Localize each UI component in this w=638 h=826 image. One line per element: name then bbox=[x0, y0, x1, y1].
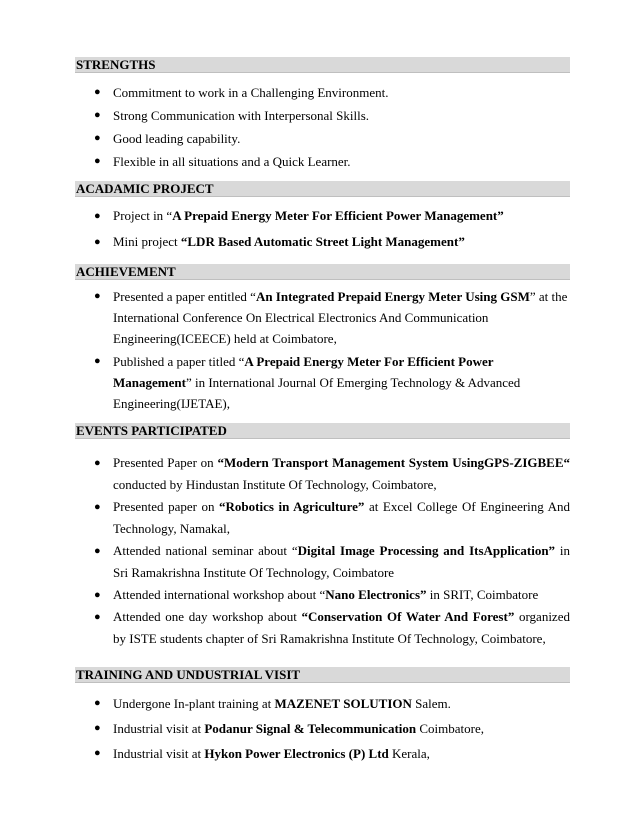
list-item: ● Flexible in all situations and a Quick Learner. bbox=[75, 150, 570, 173]
bullet-icon: ● bbox=[94, 86, 101, 98]
achievement-section bbox=[75, 264, 570, 414]
strengths-section bbox=[75, 57, 570, 173]
section-heading: ACHIEVEMENT bbox=[75, 264, 570, 280]
section-heading: STRENGTHS bbox=[75, 57, 570, 73]
project-section bbox=[75, 181, 570, 255]
section-heading: EVENTS PARTICIPATED bbox=[75, 423, 570, 439]
bullet-icon: ● bbox=[94, 747, 101, 759]
list-item: ● Project in “A Prepaid Energy Meter For Efficient Power Management” bbox=[75, 203, 570, 229]
section-heading: ACADAMIC PROJECT bbox=[75, 181, 570, 197]
bullet-icon: ● bbox=[94, 109, 101, 121]
list-item: ● Presented Paper on “Modern Transport Management System UsingGPS-ZIGBEE“ conducted by Hindustan Institute Of Technology, Coimbatore, bbox=[75, 452, 570, 496]
list-item: ● Attended national seminar about “Digital Image Processing and ItsApplication” in Sri Ramakrishna Institute Of Technology, Coimbatore bbox=[75, 540, 570, 584]
events-section bbox=[75, 423, 570, 650]
list-item: ● Undergone In-plant training at MAZENET SOLUTION Salem. bbox=[75, 691, 570, 716]
list-item: ● Industrial visit at Podanur Signal & Telecommunication Coimbatore, bbox=[75, 716, 570, 741]
list-item: ● Industrial visit at Hykon Power Electronics (P) Ltd Kerala, bbox=[75, 741, 570, 766]
list-item: ● Good leading capability. bbox=[75, 127, 570, 150]
section-heading: TRAINING AND UNDUSTRIAL VISIT bbox=[75, 667, 570, 683]
list-item: ● Attended international workshop about “Nano Electronics” in SRIT, Coimbatore bbox=[75, 584, 570, 606]
list-item: ● Presented paper on “Robotics in Agriculture” at Excel College Of Engineering And Technology, Namakal, bbox=[75, 496, 570, 540]
bullet-icon: ● bbox=[94, 589, 101, 601]
bullet-icon: ● bbox=[94, 722, 101, 734]
list-item: ● Strong Communication with Interpersonal Skills. bbox=[75, 104, 570, 127]
list-item: ● Mini project “LDR Based Automatic Street Light Management” bbox=[75, 229, 570, 255]
bullet-icon: ● bbox=[94, 210, 101, 222]
bullet-icon: ● bbox=[94, 545, 101, 557]
bullet-icon: ● bbox=[94, 155, 101, 167]
bullet-icon: ● bbox=[94, 697, 101, 709]
bullet-icon: ● bbox=[94, 355, 101, 367]
list-item: ● Published a paper titled “A Prepaid Energy Meter For Efficient Power Management” in International Journal Of Emerging Technology & Advanced Engineering(IJETAE), bbox=[75, 351, 570, 414]
bullet-icon: ● bbox=[94, 501, 101, 513]
training-list bbox=[75, 691, 570, 766]
training-section bbox=[75, 667, 570, 766]
bullet-icon: ● bbox=[94, 457, 101, 469]
bullet-icon: ● bbox=[94, 290, 101, 302]
bullet-icon: ● bbox=[94, 611, 101, 623]
list-item: ● Attended one day workshop about “Conservation Of Water And Forest” organized by ISTE students chapter of Sri Ramakrishna Institute Of Technology, Coimbatore, bbox=[75, 606, 570, 650]
list-item: ● Presented a paper entitled “An Integrated Prepaid Energy Meter Using GSM” at the International Conference On Electrical Electronics And Communication Engineering(ICEECE) held at Coimbatore, bbox=[75, 286, 570, 349]
list-item: ● Commitment to work in a Challenging Environment. bbox=[75, 81, 570, 104]
bullet-icon: ● bbox=[94, 236, 101, 248]
project-list bbox=[75, 203, 570, 255]
strengths-list bbox=[75, 81, 570, 173]
events-list bbox=[75, 452, 570, 650]
achievement-list bbox=[75, 286, 570, 414]
bullet-icon: ● bbox=[94, 132, 101, 144]
